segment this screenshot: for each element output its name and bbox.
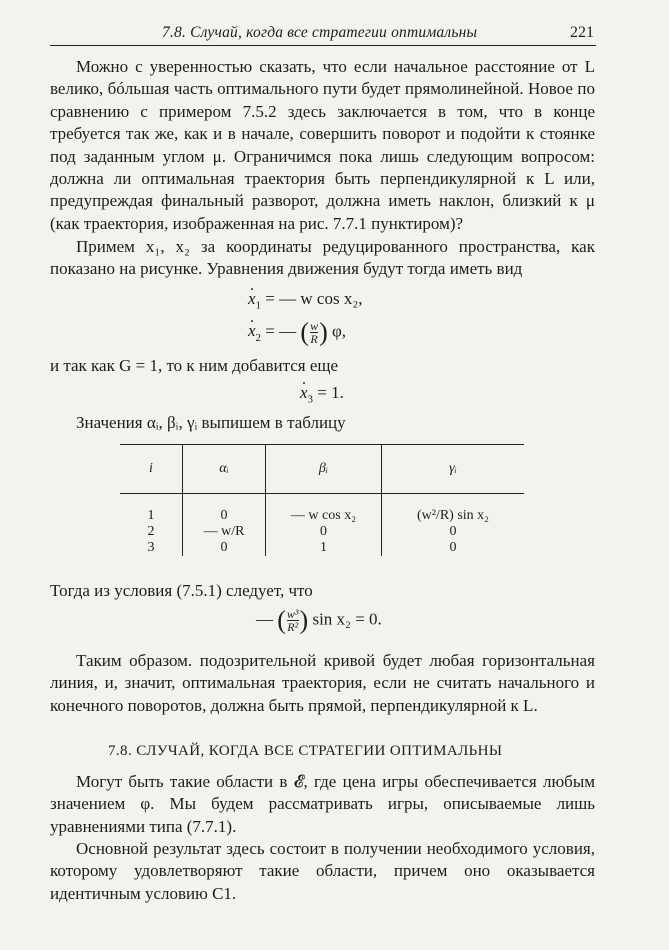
equation-1 bbox=[248, 289, 363, 311]
equation-2 bbox=[248, 317, 347, 347]
table-header-alpha: αᵢ bbox=[183, 445, 266, 494]
eq2-denominator: R bbox=[310, 332, 318, 346]
eq1-subscript: 1 bbox=[255, 299, 262, 312]
table-cell: — w/R bbox=[183, 524, 266, 540]
table-cell: 1 bbox=[266, 540, 382, 556]
eq2-variable: . x bbox=[248, 321, 256, 341]
table-cell: 0 bbox=[183, 494, 266, 525]
header-rule bbox=[50, 45, 596, 46]
table-cell: — w cos x₂ bbox=[266, 494, 382, 525]
table-row bbox=[120, 524, 524, 540]
eq4-rhs: sin x₂ = 0. bbox=[312, 609, 382, 629]
paragraph-2: Примем x₁, x₂ за координаты редуцированного пространства, как показано на рисунке. Уравнения движения будут тогда иметь вид bbox=[50, 237, 595, 279]
eq4-fraction bbox=[287, 608, 299, 633]
table-header-beta: βᵢ bbox=[266, 445, 382, 494]
eq3-rhs: = 1. bbox=[317, 383, 344, 402]
paragraph-1: Можно с уверенностью сказать, что если начальное расстояние от L велико, бóльшая часть оптимального пути будет прямолинейной. Новое по сравнению с примером 7.5.2 здесь заключается в том, что в конце требуется так же, как и в начале, совершить поворот и подойти к стоянке под заданным углом μ. Ограничимся пока лишь следующим вопросом: должна ли оптимальная траектория быть перпендикулярной к L или, предупреждая финальный разворот, должна иметь наклон, близкий к μ (как траектория, изображенная на рис. 7.7.1 пунктиром)? bbox=[50, 57, 595, 233]
eq3-subscript: 3 bbox=[307, 393, 314, 406]
table-cell: 0 bbox=[183, 540, 266, 556]
eq4-numerator: w³ bbox=[286, 607, 299, 621]
eq1-variable: . x bbox=[248, 289, 256, 309]
coefficient-table bbox=[120, 444, 524, 556]
paragraph-7: Могут быть такие области в 𝓔, где цена игры обеспечивается любым значением φ. Мы будем рассматривать игры, описываемые лишь уравнениями типа (7.7.1). bbox=[50, 772, 595, 836]
table-row bbox=[120, 540, 524, 556]
paragraph-6: Таким образом. подозрительной кривой будет любая горизонтальная линия, и, значит, оптимальная траектория, если не считать начального и конечного поворотов, должна быть прямой, перпендикулярной к L. bbox=[50, 651, 595, 715]
eq3-variable: . x bbox=[300, 383, 308, 403]
paragraph-3: и так как G = 1, то к ним добавится еще bbox=[50, 356, 339, 375]
running-head-title: 7.8. Случай, когда все стратегии оптимальны bbox=[162, 24, 478, 41]
table-cell: 3 bbox=[147, 540, 155, 555]
table-header-i: i bbox=[120, 445, 183, 494]
eq2-fraction bbox=[310, 320, 318, 345]
eq2-rhs-pre: = — bbox=[265, 321, 297, 341]
table-cell: (w²/R) sin x₂ bbox=[382, 494, 525, 525]
eq1-rhs: = — w cos x₂, bbox=[265, 289, 363, 308]
table-row bbox=[120, 494, 524, 525]
table-header-gamma: γᵢ bbox=[382, 445, 525, 494]
section-heading: 7.8. СЛУЧАЙ, КОГДА ВСЕ СТРАТЕГИИ ОПТИМАЛЬНЫ bbox=[108, 743, 503, 759]
paragraph-5: Тогда из условия (7.5.1) следует, что bbox=[50, 581, 313, 600]
table-cell: 1 bbox=[147, 508, 155, 523]
paragraph-4: Значения αᵢ, βᵢ, γᵢ выпишем в таблицу bbox=[76, 413, 346, 432]
eq2-right-paren: ) bbox=[319, 317, 328, 347]
eq2-left-paren: ( bbox=[300, 317, 310, 347]
eq4-denominator: R² bbox=[287, 620, 299, 634]
table-cell: 0 bbox=[382, 540, 525, 556]
table-cell: 0 bbox=[266, 524, 382, 540]
eq4-right-paren: ) bbox=[299, 605, 309, 635]
running-head bbox=[50, 24, 596, 46]
equation-4 bbox=[256, 605, 382, 635]
eq4-left-paren: ( bbox=[277, 605, 286, 635]
paragraph-8: Основной результат здесь состоит в получении необходимого условия, которому удовлетворяют такие области, причем оно оказывается идентичным условию C1. bbox=[50, 839, 595, 903]
table-cell: 2 bbox=[147, 524, 155, 539]
table-header-row bbox=[120, 445, 524, 494]
eq4-minus: — bbox=[256, 609, 273, 629]
eq2-subscript: 2 bbox=[255, 331, 262, 344]
table-cell: 0 bbox=[382, 524, 525, 540]
eq2-rhs-post: φ, bbox=[332, 321, 347, 341]
eq2-numerator: w bbox=[310, 319, 319, 333]
equation-3 bbox=[300, 383, 344, 405]
page-number: 221 bbox=[570, 24, 594, 41]
